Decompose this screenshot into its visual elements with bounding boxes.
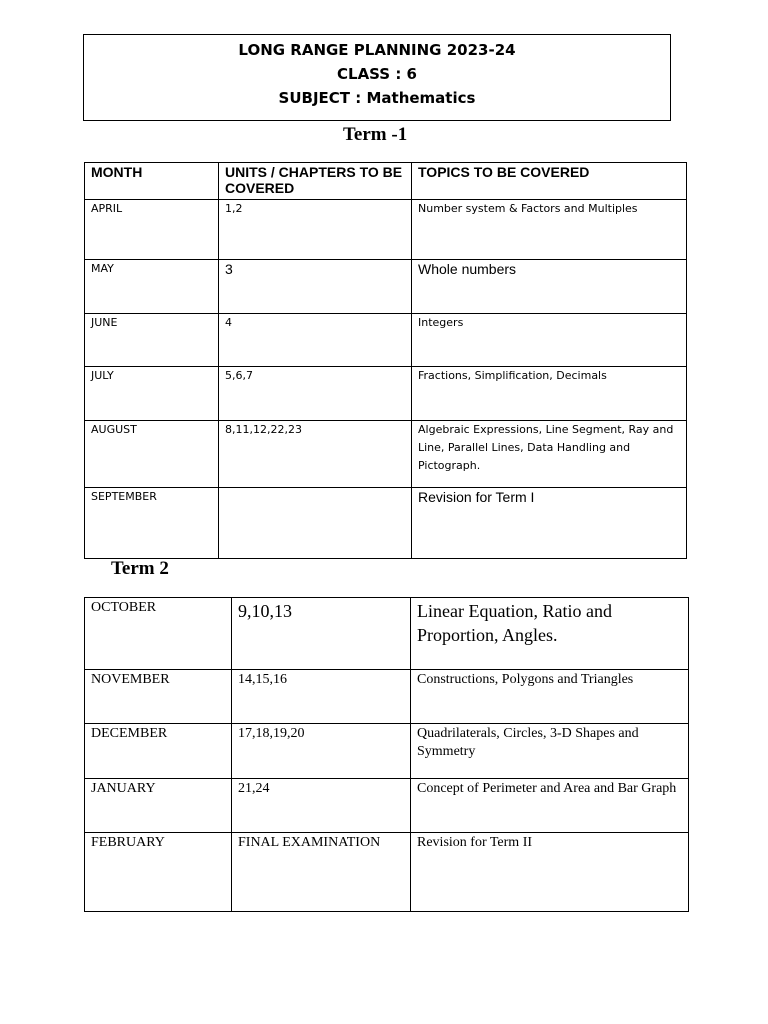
topics-cell: Linear Equation, Ratio and Proportion, Angles. <box>411 598 689 670</box>
table-row <box>85 421 687 488</box>
units-cell <box>219 488 412 559</box>
table-row <box>85 779 689 833</box>
units-cell: FINAL EXAMINATION <box>232 833 411 912</box>
month-cell: JULY <box>85 367 219 421</box>
units-cell: 5,6,7 <box>219 367 412 421</box>
table-row <box>85 724 689 779</box>
topics-cell: Revision for Term II <box>411 833 689 912</box>
month-cell: FEBRUARY <box>85 833 232 912</box>
table-row <box>85 314 687 367</box>
month-cell: JANUARY <box>85 779 232 833</box>
topics-cell: Constructions, Polygons and Triangles <box>411 670 689 724</box>
table-header-row <box>85 163 687 200</box>
topics-cell: Revision for Term I <box>412 488 687 559</box>
term1-table <box>84 162 687 559</box>
units-cell: 3 <box>219 260 412 314</box>
topics-cell: Concept of Perimeter and Area and Bar Graph <box>411 779 689 833</box>
table-row <box>85 833 689 912</box>
units-cell: 4 <box>219 314 412 367</box>
units-cell: 14,15,16 <box>232 670 411 724</box>
topics-cell: Integers <box>412 314 687 367</box>
table-row <box>85 260 687 314</box>
month-cell: APRIL <box>85 200 219 260</box>
month-cell: NOVEMBER <box>85 670 232 724</box>
topics-cell: Number system & Factors and Multiples <box>412 200 687 260</box>
units-cell: 17,18,19,20 <box>232 724 411 779</box>
month-cell: SEPTEMBER <box>85 488 219 559</box>
table-row <box>85 598 689 670</box>
term1-heading: Term -1 <box>343 124 408 145</box>
month-cell: OCTOBER <box>85 598 232 670</box>
header-box <box>83 34 671 121</box>
column-header: TOPICS TO BE COVERED <box>412 163 687 200</box>
table-row <box>85 488 687 559</box>
topics-cell: Quadrilaterals, Circles, 3-D Shapes and Symmetry <box>411 724 689 779</box>
term2-heading: Term 2 <box>111 558 169 579</box>
month-cell: AUGUST <box>85 421 219 488</box>
units-cell: 21,24 <box>232 779 411 833</box>
column-header: MONTH <box>85 163 219 200</box>
month-cell: MAY <box>85 260 219 314</box>
units-cell: 1,2 <box>219 200 412 260</box>
table-row <box>85 200 687 260</box>
term2-table <box>84 597 689 912</box>
units-cell: 8,11,12,22,23 <box>219 421 412 488</box>
topics-cell: Algebraic Expressions, Line Segment, Ray and Line, Parallel Lines, Data Handling and Pictograph. <box>412 421 687 488</box>
table-row <box>85 670 689 724</box>
month-cell: DECEMBER <box>85 724 232 779</box>
column-header: UNITS / CHAPTERS TO BE COVERED <box>219 163 412 200</box>
subject-label: SUBJECT : Mathematics <box>278 89 476 107</box>
plan-title: LONG RANGE PLANNING 2023-24 <box>238 41 516 59</box>
topics-cell: Fractions, Simplification, Decimals <box>412 367 687 421</box>
class-label: CLASS : 6 <box>337 65 417 83</box>
topics-cell: Whole numbers <box>412 260 687 314</box>
month-cell: JUNE <box>85 314 219 367</box>
table-row <box>85 367 687 421</box>
units-cell: 9,10,13 <box>232 598 411 670</box>
